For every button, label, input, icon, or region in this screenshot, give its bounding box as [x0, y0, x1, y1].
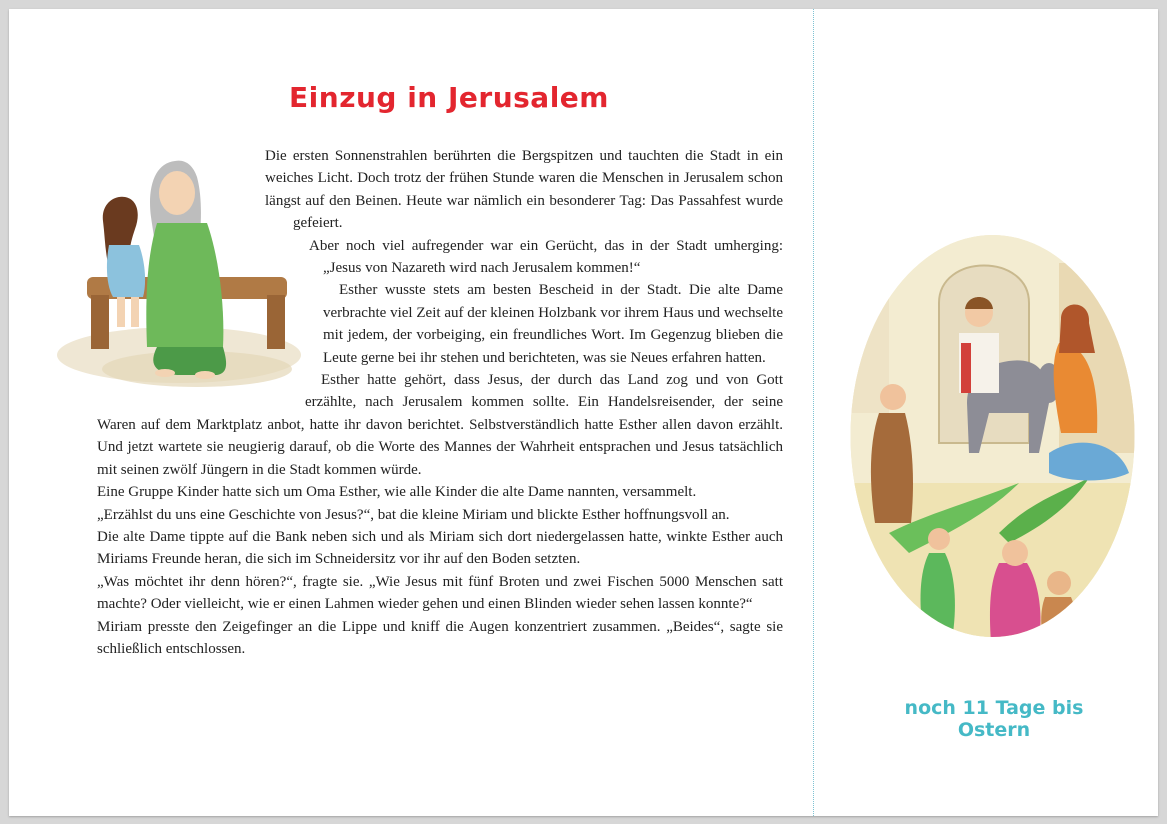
story-paragraph: Esther hatte gehört, dass Jesus, der durch das Land zog und von Gott erzählte, nach Jerusalem kommen sollte. Ein Handelsreisender, der seine Waren auf dem Marktplatz anbot, hatte ihr davon berichtet. Selbstverständlich hatte Esther allen davon erzählt. Und jetzt wartete sie neugierig darauf, ob die Worte des Mannes der Wahrheit entsprachen und Jesus tatsächlich mit seinen zwölf Jüngern in die Stadt kommen würde.: [97, 372, 783, 478]
book-spread: [9, 9, 1158, 816]
story-paragraph: Die alte Dame tippte auf die Bank neben sich und als Miriam sich dort niedergelassen hatte, winkte Esther auch Miriams Freunde heran, die sich im Schneidersitz vor ihr auf den Boden setzten.: [97, 528, 783, 568]
story-paragraph: Aber noch viel aufregender war ein Gerücht, das in der Stadt umherging: „Jesus von Nazareth wird nach Jerusalem kommen!“: [309, 237, 783, 277]
easter-countdown: noch 11 Tage bis Ostern: [904, 697, 1084, 741]
story-paragraph: Eine Gruppe Kinder hatte sich um Oma Esther, wie alle Kinder die alte Dame nannten, versammelt.: [97, 484, 697, 501]
entry-jerusalem-illustration: [849, 233, 1136, 639]
grandmother-bench-illustration: [47, 137, 315, 397]
story-paragraph: „Was möchtet ihr denn hören?“, fragte sie. „Wie Jesus mit fünf Broten und zwei Fischen 5000 Menschen satt machte? Oder vielleicht, wie er einen Lahmen wieder gehen und einen Blinden wieder sehen lassen konnte?“: [97, 573, 783, 613]
story-paragraph: Miriam presste den Zeigefinger an die Lippe und kniff die Augen konzentriert zusammen. „Beides“, sagte sie schließlich entschlossen.: [97, 618, 783, 657]
story-paragraph: Esther wusste stets am besten Bescheid in der Stadt. Die alte Dame verbrachte viel Zeit auf der kleinen Holzbank vor ihrem Haus und wechselte mit jedem, der vorbeiging, ein freundliches Wort. Im Gegenzug blieben die Leute gerne bei ihr stehen und berichteten, was sie Neues erfahren hatten.: [323, 282, 783, 366]
story-paragraph: „Erzählst du uns eine Geschichte von Jesus?“, bat die kleine Miriam und blickte Esther hoffnungsvoll an.: [97, 506, 730, 523]
story-title: Einzug in Jerusalem: [289, 81, 609, 114]
page-divider: [813, 9, 814, 816]
story-paragraph: Die ersten Sonnenstrahlen berührten die Bergspitzen und tauchten die Stadt in ein weiches Licht. Doch trotz der frühen Stunde waren die Menschen in Jerusalem schon längst auf den Beinen. Heute war nämlich ein besonderer Tag: Das Passahfest wurde gefeiert.: [265, 148, 783, 232]
